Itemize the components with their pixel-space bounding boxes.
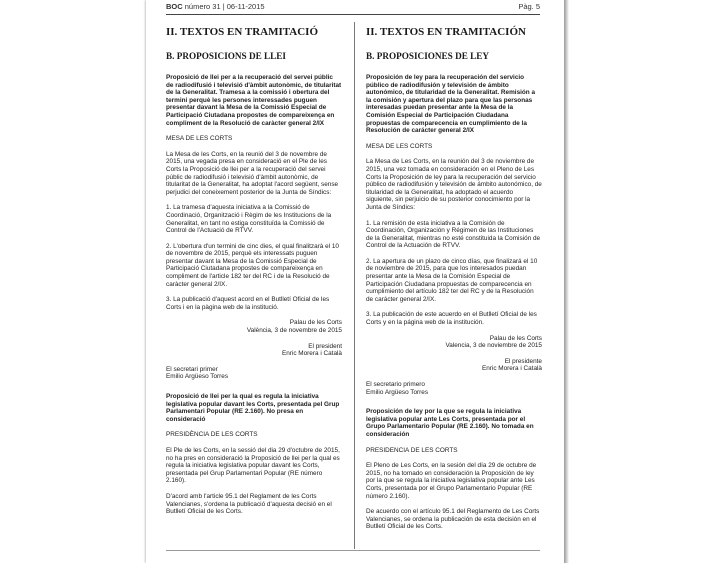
item2-paragraph-1: El Ple de les Corts, en la sessió del dia 29 d'octubre de 2015, no ha pres en consideració la Proposició de llei per la qual es regula la iniciativa legislativa popular davant les Corts, presentada pel Grup Parlamentari Popular (RE número 2.160).: [166, 446, 340, 485]
page-edge-shadow: [564, 0, 569, 563]
subsection-title: B. PROPOSICIONES DE LEY: [366, 51, 490, 61]
item1-organ: MESA DE LES CORTS: [366, 142, 433, 150]
president-title: El president: [308, 342, 342, 350]
header-separator: |: [222, 2, 225, 11]
item1-paragraph-1: La Mesa de Les Corts, en la reunión del 3 de noviembre de 2015, una vez tomada en consideración en el Pleno de Les Corts la Proposición de ley para la recuperación del servicio público de radiodifusión y televisión de ámbito autonómico, de titularidad de la Generalitat, ha adoptado el acuerdo siguiente, sin perjuicio de su posterior conocimiento por la Junta de Síndics:: [366, 158, 542, 211]
header-boc: BOC: [166, 2, 183, 11]
column-valencian: [166, 22, 342, 563]
signature-place: Palau de les Corts: [489, 334, 542, 342]
item1-paragraph-4: 3. La publicació d'aquest acord en el Butlletí Oficial de les Corts i en la pàgina web de la institució.: [166, 296, 330, 311]
item2-title: Proposición de ley por la que se regula la iniciativa legislativa popular ante Les Corts, presentada por el Grupo Parlamentario Popular (RE 2.160). No tomada en consideración: [366, 408, 534, 438]
header-page-number: Pàg. 5: [518, 2, 540, 11]
secretary-name: Emilio Argüeso Torres: [366, 388, 429, 396]
secretary-title: El secretari primer: [166, 365, 218, 373]
item2-organ: PRESIDÈNCIA DE LES CORTS: [166, 431, 258, 439]
president-name: Enric Morera i Català: [481, 365, 542, 373]
column-spanish: [366, 22, 542, 563]
item1-paragraph-2: 1. La tramesa d'aquesta iniciativa a la Comissió de Coordinació, Organització i Règim de les Institucions de la Generalitat, en tant no estiga constituïda la Comissió de Control de l'Actuació de RTVV.: [166, 204, 332, 235]
president-name: Enric Morera i Català: [281, 350, 342, 358]
signature-place: Palau de les Corts: [289, 319, 342, 327]
president-title: El presidente: [504, 357, 542, 365]
section-title: II. TEXTOS EN TRAMITACIÓN: [366, 26, 526, 38]
item2-title: Proposició de llei per la qual es regula la iniciativa legislativa popular davant les Corts, presentada pel Grup Parlamentari Popular (RE 2.160). No presa en consideració: [166, 393, 340, 423]
item2-organ: PRESIDENCIA DE LES CORTS: [366, 446, 458, 454]
item1-organ: MESA DE LES CORTS: [166, 135, 233, 143]
subsection-title: B. PROPOSICIONS DE LLEI: [166, 51, 286, 61]
header-rule: [166, 14, 540, 15]
signature-date: Valencia, 3 de noviembre de 2015: [445, 342, 542, 350]
item1-paragraph-4: 3. La publicación de este acuerdo en el Butlletí Oficial de les Corts y en la página web de la institución.: [366, 311, 537, 327]
item1-paragraph-3: 2. La apertura de un plazo de cinco días, que finalizará el 10 de noviembre de 2015, para que los interesados puedan presentar ante la Mesa de la Comisión Especial de Participación Ciudadana propuestas de comparecencia en cumplimiento del artículo 182 ter del RC y de la Resolución de carácter general 2/IX.: [366, 257, 538, 303]
item1-paragraph-2: 1. La remisión de esta iniciativa a la Comisión de Coordinación, Organización y Régimen de las Instituciones de la Generalitat, mientras no esté constituida la Comisión de Control de la Actuación de RTVV.: [366, 219, 541, 250]
item1-title: Proposició de llei per a la recuperació del servei públic de radiodifusió i televisió d'àmbit autonòmic, de titularitat de la Generalitat. Tramesa a la comissió i obertura del termini perquè les persones interessades puguen presentar davant la Mesa de la Comissió Especial de Participació Ciutadana propostes de compareixença en compliment de la Resolució de caràcter general 2/IX: [166, 74, 342, 127]
item1-paragraph-3: 2. L'obertura d'un termini de cinc dies, el qual finalitzarà el 10 de novembre de 2015, perquè els interessats puguen presentar davant la Mesa de la Comissió Especial de Participació Ciutadana propostes de compareixença en compliment de l'article 182 ter del RC i de la Resolució de caràcter general 2/IX.: [166, 242, 339, 288]
page-header: [166, 2, 540, 14]
header-issue: número 31: [184, 2, 221, 11]
item2-paragraph-2: D'acord amb l'article 95.1 del Reglament de les Corts Valencianes, s'ordena la publicació d'aquesta decisió en el Butlletí Oficial de les Corts.: [166, 492, 332, 516]
section-title: II. TEXTOS EN TRAMITACIÓ: [166, 26, 319, 38]
item2-paragraph-2: De acuerdo con el artículo 95.1 del Reglamento de Les Corts Valencianes, se ordena la publicación de esta decisión en el Butlletí Oficial de les Corts.: [366, 508, 540, 531]
header-date: 06-11-2015: [226, 2, 265, 11]
item2-paragraph-1: El Pleno de Les Corts, en la sesión del día 29 de octubre de 2015, no ha tomado en consideración la Proposición de ley por la que se regula la iniciativa legislativa popular ante Les Corts, presentada por el Grupo Parlamentario Popular (RE número 2.160).: [366, 462, 537, 500]
column-divider: [354, 22, 355, 549]
document-page: [146, 0, 564, 563]
item1-paragraph-1: La Mesa de les Corts, en la reunió del 3 de novembre de 2015, una vegada presa en consideració en el Ple de les Corts la Proposició de llei per a la recuperació del servei públic de radiodifusió i televisió d'àmbit autonòmic, de titularitat de la Generalitat, ha adoptat l'acord següent, sense perjudici del coneixement posterior de la Junta de Síndics:: [166, 150, 339, 196]
header-publication: [166, 2, 265, 11]
footer-rule: [166, 550, 540, 551]
item1-title: Proposición de ley para la recuperación del servicio público de radiodifusión y televisión de ámbito autonómico, de titularidad de la Generalitat. Remisión a la comisión y apertura del plazo para que las personas interesadas puedan presentar ante la Mesa de la Comisión Especial de Participación Ciudadana propuestas de comparecencia en cumplimiento de la Resolución de carácter general 2/IX: [366, 74, 536, 135]
secretary-name: Emilio Argüeso Torres: [166, 373, 229, 381]
secretary-title: El secretario primero: [366, 381, 425, 388]
signature-date: València, 3 de novembre de 2015: [246, 327, 342, 335]
